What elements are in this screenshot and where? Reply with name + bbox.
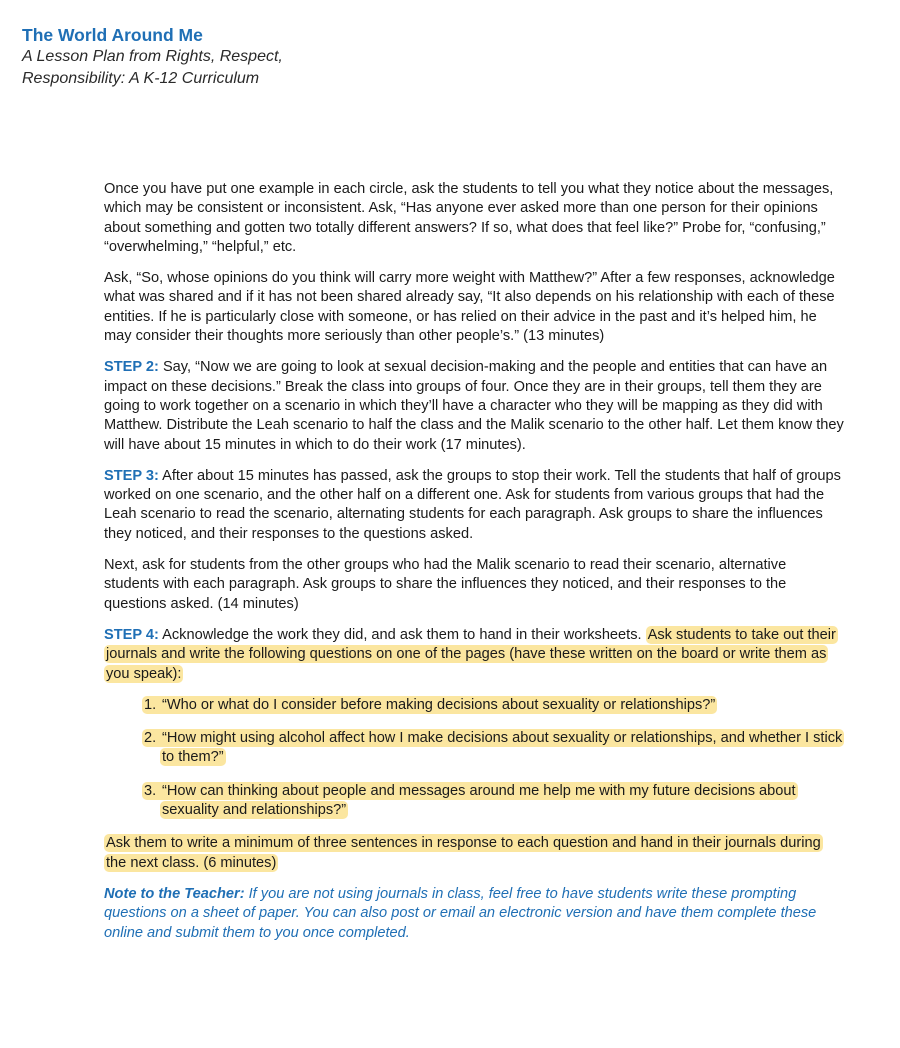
closing-highlighted-text: Ask them to write a minimum of three sentences in response to each question and hand in their journals during the next class. (6 minutes) (106, 835, 821, 871)
closing-instructions (104, 834, 844, 873)
list-item (142, 729, 844, 768)
step-3-label: STEP 3: (104, 467, 159, 484)
step-4-text: Acknowledge the work they did, and ask them to hand in their worksheets. (162, 626, 642, 643)
step-2-label: STEP 2: (104, 359, 159, 376)
step-4-paragraph (104, 626, 844, 684)
step-4-label: STEP 4: (104, 626, 159, 643)
step-3-paragraph (104, 467, 844, 544)
document-header (22, 24, 283, 90)
question-number: 2. (144, 730, 157, 747)
paragraph-malik-scenario: Next, ask for students from the other groups who had the Malik scenario to read their scenario, alternative students with each paragraph. Ask groups to share the influences they noticed, and their responses to the questions asked. (14 minutes) (104, 557, 787, 612)
journal-questions-list (104, 696, 844, 820)
teacher-note (104, 885, 844, 943)
list-item (142, 782, 844, 821)
question-text: “How can thinking about people and messages around me help me with my future decisions about sexuality and relationships?” (162, 782, 796, 819)
lesson-body (104, 180, 844, 955)
teacher-note-text: If you are not using journals in class, feel free to have students write these prompting questions on a sheet of paper. You can also post or email an electronic version and have them complete these online and submit them to you once completed. (104, 885, 817, 941)
paragraph-matthew-opinions: Ask, “So, whose opinions do you think will carry more weight with Matthew?” After a few responses, acknowledge what was shared and if it has not been shared already say, “It also depends on his relationship with each of these entities. If he is particularly close with someone, or has relied on their advice in the past and it’s helped him, he may consider their thoughts more seriously than other people’s.” (13 minutes) (104, 270, 835, 345)
step-3-text: After about 15 minutes has passed, ask the groups to stop their work. Tell the students that half of groups worked on one scenario, and the other half on a different one. Ask for students from various groups that had the Leah scenario to read the scenario, alternating students for each paragraph. Ask groups to share the influences they noticed, and their responses to the questions asked. (104, 467, 841, 542)
document-subtitle-line-1: A Lesson Plan from Rights, Respect, (22, 48, 283, 65)
question-number: 1. (144, 696, 157, 713)
document-title: The World Around Me (22, 25, 203, 45)
step-4-highlighted-text: Ask students to take out their journals and write the following questions on one of the pages (have these written on the board or write them as you speak): (106, 626, 836, 682)
teacher-note-label: Note to the Teacher: (104, 885, 245, 902)
document-subtitle-line-2: Responsibility: A K-12 Curriculum (22, 70, 260, 87)
step-2-paragraph (104, 358, 844, 454)
step-2-text: Say, “Now we are going to look at sexual decision-making and the people and entities that can have an impact on these decisions.” Break the class into groups of four. Once they are in their groups, tell them they are going to work together on a scenario in which they’ll have a character who they will be mapping as they did with Matthew. Distribute the Leah scenario to half the class and the Malik scenario to the other half. Let them know they will have about 15 minutes in which to do their work (17 minutes). (104, 359, 844, 453)
question-text: “How might using alcohol affect how I make decisions about sexuality or relationships, and whether I stick to them?” (162, 730, 843, 766)
question-text: “Who or what do I consider before making decisions about sexuality or relationships?” (162, 696, 716, 713)
question-number: 3. (144, 782, 157, 799)
list-item (142, 696, 844, 715)
paragraph-circle-examples: Once you have put one example in each circle, ask the students to tell you what they notice about the messages, which may be consistent or inconsistent. Ask, “Has anyone ever asked more than one person for their opinions about something and gotten two totally different answers? If so, what does that feel like?” Probe for, “confusing,” “overwhelming,” “helpful,” etc. (104, 181, 834, 255)
